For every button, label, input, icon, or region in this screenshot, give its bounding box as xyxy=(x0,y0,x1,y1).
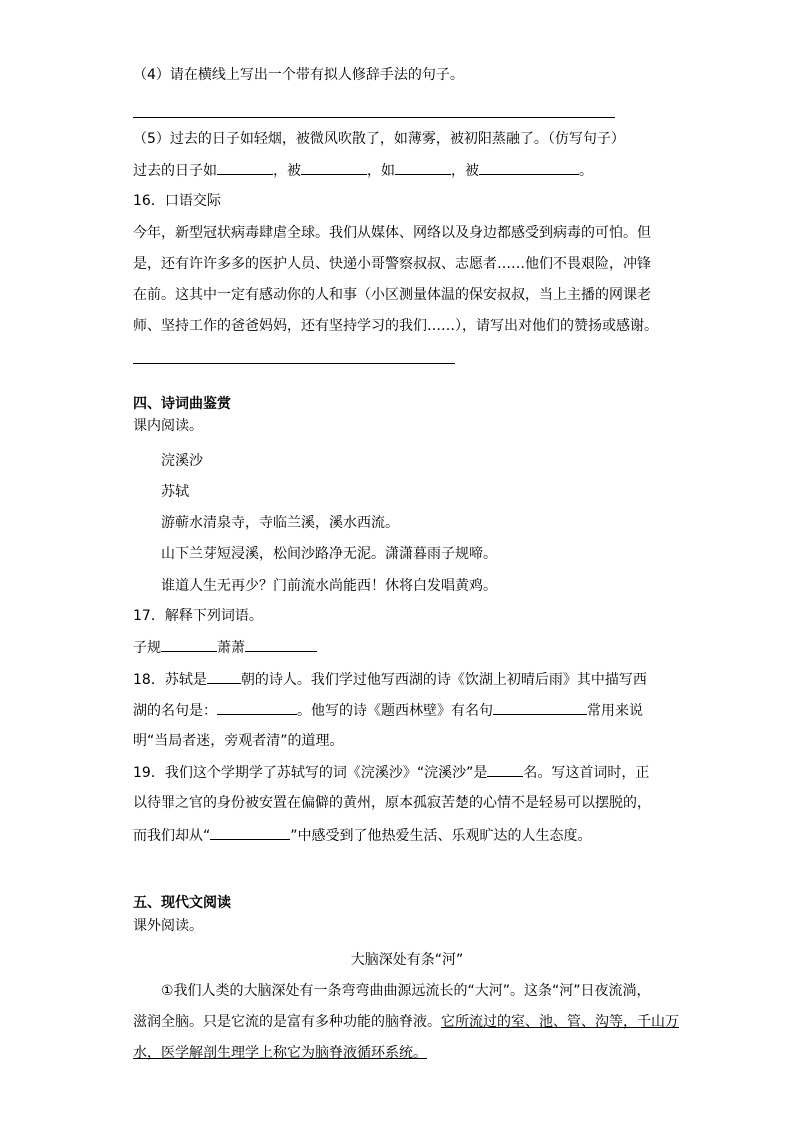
section-heading: 五、现代文阅读 xyxy=(133,895,231,911)
poem-author: 苏轼 xyxy=(161,484,189,500)
q15-5: （5）过去的日子如轻烟，被微风吹散了，如薄雾，被初阳蒸融了。（仿写句子） xyxy=(133,131,625,147)
answer-line xyxy=(133,363,455,364)
q16-line: 今年，新型冠状病毒肆虐全球。我们从媒体、网络以及身边都感受到病毒的可怕。但 xyxy=(133,225,651,241)
q15-5-fill: 过去的日子如 ，被 ，如 ，被 。 xyxy=(133,163,593,179)
q18: 明“当局者迷，旁观者清”的道理。 xyxy=(133,733,344,749)
q18: 湖的名句是： 。他写的诗《题西林壁》有名句 常用来说 xyxy=(133,703,643,719)
article-title: 大脑深处有条“河” xyxy=(350,952,464,968)
section-sub: 课内阅读。 xyxy=(133,418,203,434)
article-line: ①我们人类的大脑深处有一条弯弯曲曲源远流长的“大河”。这条“河”日夜流淌， xyxy=(161,983,651,999)
q15-4: （4）请在横线上写出一个带有拟人修辞手法的句子。 xyxy=(133,67,464,83)
section-sub: 课外阅读。 xyxy=(133,918,203,934)
q19: 以待罪之官的身份被安置在偏僻的黄州，原本孤寂苦楚的心情不是轻易可以摆脱的， xyxy=(133,795,651,811)
q19: 19．我们这个学期学了苏轼写的词《浣溪沙》“浣溪沙”是 名。写这首词时，正 xyxy=(133,765,650,781)
q17: 17．解释下列词语。 xyxy=(133,608,263,624)
answer-line xyxy=(133,117,615,118)
poem-line: 游蕲水清泉寺，寺临兰溪，溪水西流。 xyxy=(161,515,399,531)
q18: 18．苏轼是 朝的诗人。我们学过他写西湖的诗《饮湖上初晴后雨》其中描写西 xyxy=(133,672,647,688)
poem-line: 谁道人生无再少？门前流水尚能西！休将白发唱黄鸡。 xyxy=(161,578,497,594)
q16-line: 师、坚持工作的爸爸妈妈，还有坚持学习的我们……），请写出对他们的赞扬或感谢。 xyxy=(133,318,658,334)
section-heading: 四、诗词曲鉴赏 xyxy=(133,396,231,412)
article-line: 滋润全脑。只是它流的是富有多种功能的脑脊液。它所流过的室、池、管、沟等，千山万 xyxy=(133,1014,679,1030)
q16-line: 是，还有许许多多的医护人员、快递小哥警察叔叔、志愿者……他们不畏艰险，冲锋 xyxy=(133,256,651,272)
q16-line: 在前。这其中一定有感动你的人和事（小区测量体温的保安叔叔，当上主播的网课老 xyxy=(133,287,651,303)
q16-title: 16．口语交际 xyxy=(133,193,221,209)
poem-title: 浣溪沙 xyxy=(161,453,203,469)
q19: 而我们却从“ ”中感受到了他热爱生活、乐观旷达的人生态度。 xyxy=(133,828,592,844)
q17-fill: 子规 萧萧 xyxy=(133,638,317,657)
article-line: 水，医学解剖生理学上称它为脑脊液循环系统。 xyxy=(133,1045,427,1061)
poem-line: 山下兰芽短浸溪，松间沙路净无泥。潇潇暮雨子规啼。 xyxy=(161,546,497,562)
